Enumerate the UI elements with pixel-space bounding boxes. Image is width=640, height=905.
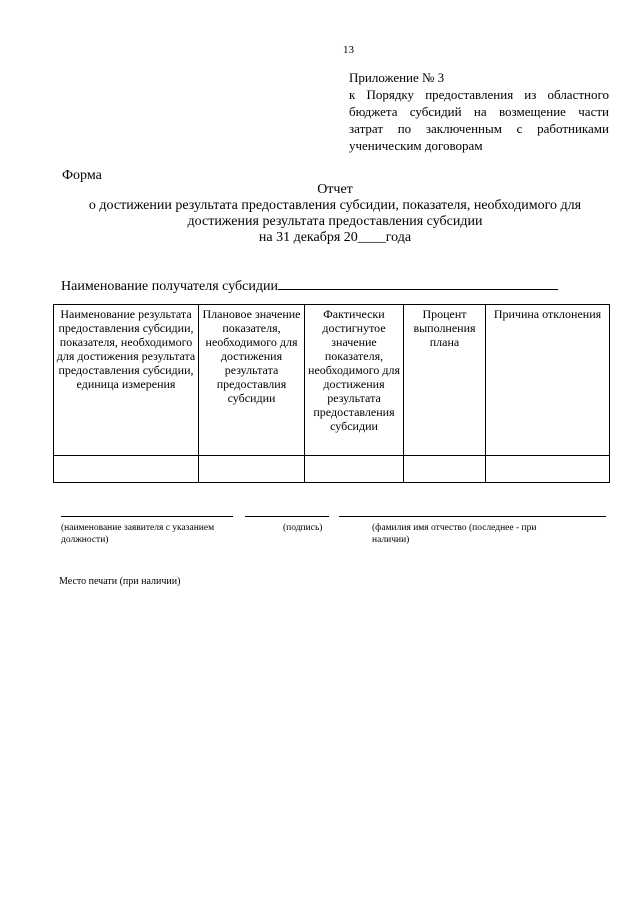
table-cell[interactable] — [404, 456, 486, 483]
appendix-text: к Порядку предоставления из областного бюджета субсидий на возмещение части затрат по заключенным с работниками ученическим договорам — [349, 87, 609, 153]
page-number: 13 — [343, 44, 354, 56]
form-label: Форма — [62, 168, 102, 183]
table-cell[interactable] — [486, 456, 610, 483]
table-header-cell: Причина отклонения — [486, 305, 610, 456]
recipient-blank-line — [278, 277, 558, 290]
table-header-cell: Плановое значение показателя, необходимого для достижения результата предоставлия субсидии — [199, 305, 305, 456]
table-header-row — [54, 305, 610, 456]
appendix-title: Приложение № 3 — [349, 70, 445, 85]
recipient-field — [61, 277, 558, 295]
name-caption: (фамилия имя отчество (последнее - при наличии) — [372, 523, 537, 545]
table-header-cell: Наименование результата предоставления субсидии, показателя, необходимого для достижения результата предоставления субсидии, единица измерения — [54, 305, 199, 456]
position-signature-line — [61, 516, 233, 517]
table-cell[interactable] — [305, 456, 404, 483]
report-title-line1: Отчет — [317, 182, 353, 197]
name-signature-line — [339, 516, 606, 517]
stamp-label: Место печати (при наличии) — [59, 576, 181, 587]
report-title — [40, 182, 630, 246]
table-header-cell: Фактически достигнутое значение показателя, необходимого для достижения результата предоставления субсидии — [305, 305, 404, 456]
recipient-label: Наименование получателя субсидии — [61, 279, 278, 294]
appendix-block — [349, 69, 609, 154]
report-table — [53, 304, 610, 483]
table-header-cell: Процент выполнения плана — [404, 305, 486, 456]
signature-line — [245, 516, 329, 517]
table-row — [54, 456, 610, 483]
table-cell[interactable] — [199, 456, 305, 483]
position-caption: (наименование заявителя с указанием должности) — [61, 523, 215, 545]
table-cell[interactable] — [54, 456, 199, 483]
signature-caption: (подпись) — [283, 523, 323, 533]
report-title-line4: на 31 декабря 20____года — [258, 230, 412, 245]
report-title-line3: достижения результата предоставления субсидии — [187, 214, 483, 229]
report-title-line2: о достижении результата предоставления субсидии, показателя, необходимого для — [88, 198, 582, 213]
